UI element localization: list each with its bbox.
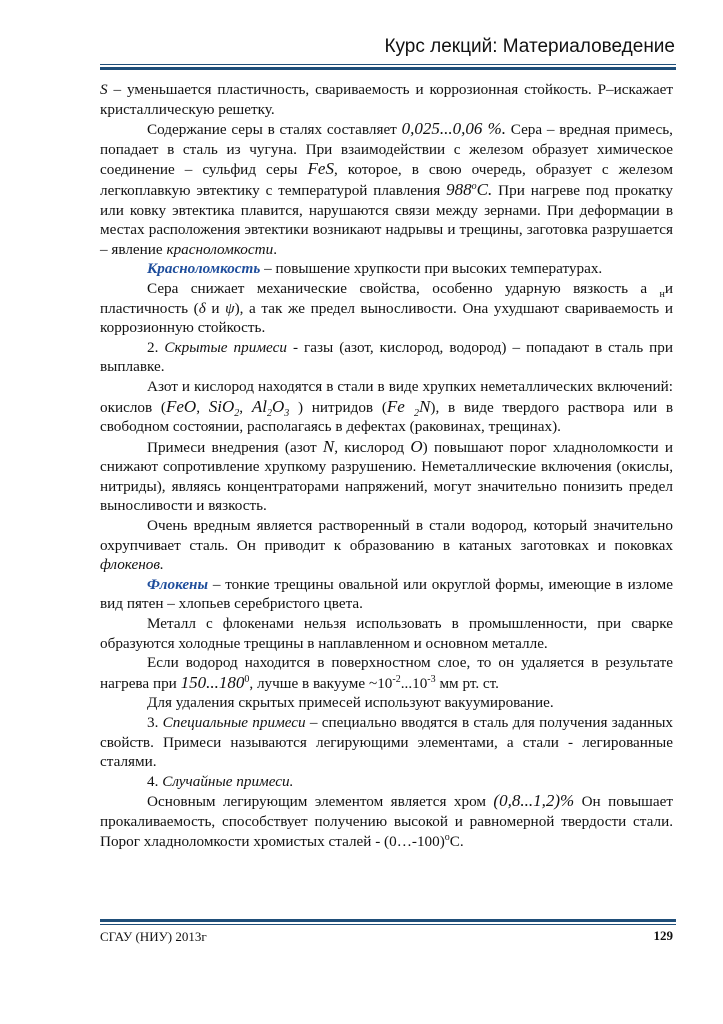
- formula-feo: FeO: [166, 396, 197, 416]
- text: 4.: [147, 772, 163, 790]
- formula-fe2n: Fe: [386, 396, 415, 416]
- text: и: [205, 299, 226, 317]
- subscript: 3: [284, 407, 290, 419]
- symbol-delta: δ: [198, 299, 206, 317]
- symbol-n: N: [322, 436, 335, 456]
- formula-al2o3-o: O: [271, 396, 285, 416]
- unit-c: C.: [449, 832, 464, 850]
- text: ...: [400, 674, 413, 692]
- text: Металл с флокенами нельзя использовать в промышленности, при сварке образуются холодные трещины в наплавленном и основном металле.: [100, 615, 673, 652]
- heading-random-impurities: Случайные примеси.: [162, 772, 294, 790]
- header-rule-thick: [100, 67, 676, 70]
- text: Сера снижает механические свойства, особенно ударную вязкость а: [147, 279, 660, 297]
- page-number: 129: [653, 928, 673, 943]
- paragraph-chromium: [100, 791, 673, 851]
- formula-sio2: SiO: [208, 396, 235, 416]
- value-sulfur-percent: 0,025...0,06 %.: [401, 119, 506, 139]
- term-flakes: Флокены: [147, 575, 209, 593]
- paragraph-hydrogen-removal: [100, 653, 673, 693]
- paragraph-vacuum: [100, 693, 673, 713]
- text: Содержание серы в сталях составляет: [147, 121, 402, 139]
- text: Очень вредным является растворенный в стали водород, который значительно охрупчивает сталь. Он приводит к образованию в катаных заготовках и поковках: [100, 517, 673, 554]
- value-heating-temp: 150...180: [180, 672, 245, 692]
- tilde: ~: [368, 674, 378, 692]
- text: , которое, в свою очередь, образует с железом легкоплавкую эвтектику с температурой плавления: [100, 161, 673, 199]
- term-red-shortness-ref: красноломкости: [166, 240, 274, 258]
- value-chromium-percent: (0,8...1,2)%: [493, 791, 575, 811]
- text: ) повышают порог хладноломкости и снижают сопротивление хрупкому разрушению. Неметаллические включения (окислы, нитриды), являясь концентраторами напряжений, могут значительно понизить предел выносливости и вязкость.: [100, 438, 673, 515]
- paragraph-special-impurities: [100, 713, 673, 772]
- degree-sign: 0: [244, 673, 250, 685]
- text: 2.: [147, 338, 165, 356]
- text: – повышение хрупкости при высоких температурах.: [260, 260, 603, 278]
- text: мм рт. ст.: [435, 674, 499, 692]
- text: Он повышает прокаливаемость, способствует получению высокой и равномерной твердости стали. Порог хладноломкости хромистых сталей - (0…-100): [100, 793, 673, 850]
- exponent: -3: [427, 673, 436, 685]
- paragraph-flaked-metal: [100, 614, 673, 653]
- paragraph-definition-flakes: [100, 575, 673, 614]
- header-rule-thin: [100, 64, 676, 65]
- text: ) нитридов (: [289, 398, 387, 416]
- value-pressure-high: 10: [412, 674, 428, 692]
- text: , кислород: [334, 438, 411, 456]
- text: – специально вводятся в сталь для получения заданных свойств. Примеси называются легирующими элементами, а стали - легированные сталями.: [100, 714, 674, 771]
- page-header-title: Курс лекций: Материаловедение: [384, 36, 675, 57]
- text: – уменьшается пластичность, свариваемость и коррозионная стойкость. Р–искажает кристаллическую решетку.: [100, 81, 673, 118]
- text: 3.: [147, 714, 163, 731]
- footer-institution: СГАУ (НИУ) 2013г: [100, 929, 207, 944]
- formula-fe2n-n: N: [419, 396, 431, 416]
- paragraph-sulfur-properties: [100, 279, 673, 338]
- subscript: 2: [266, 407, 272, 419]
- footer-rule-thick: [100, 919, 676, 922]
- paragraph-definition-red-shortness: [100, 259, 673, 279]
- term-flakes-ref: флокенов.: [100, 556, 164, 574]
- page-body: [100, 80, 673, 851]
- paragraph-nitrogen-oxygen: [100, 377, 673, 437]
- exponent: -2: [392, 673, 401, 685]
- text: ), а так же предел выносливости. Она ухудшают свариваемость и коррозионную стойкость.: [100, 299, 673, 337]
- text: - газы (азот, кислород, водород) – попадают в сталь при выплавке.: [100, 338, 674, 376]
- text: .: [273, 240, 277, 258]
- unit-c: C.: [476, 179, 493, 199]
- symbol-o: O: [410, 436, 423, 456]
- subscript: 2: [234, 407, 240, 419]
- paragraph-hydrogen: [100, 516, 673, 575]
- footer-rule-thin: [100, 924, 676, 925]
- subscript-n: н: [659, 288, 665, 300]
- text: ), в виде твердого раствора или в свободном состоянии, располагаясь в дефектах (раковинах, трещинах).: [100, 398, 674, 436]
- text: При нагреве под прокатку или ковку эвтектика плавится, нарушаются связи между зернами. При деформации в местах расположения эвтектики возникают надрывы и трещины, заготовка разрушается – явление: [100, 181, 673, 258]
- formula-al2o3: Al: [251, 396, 267, 416]
- paragraph-interstitial-impurities: [100, 437, 673, 516]
- heading-hidden-impurities: Скрытые примеси: [164, 338, 287, 356]
- text: и пластичность (: [100, 279, 673, 317]
- paragraph-random-impurities: [100, 772, 673, 792]
- text: ,: [239, 398, 252, 416]
- text: ,: [196, 398, 209, 416]
- value-pressure-low: 10: [377, 674, 393, 692]
- formula-fes: FeS: [307, 159, 334, 179]
- text: Примеси внедрения (азот: [147, 438, 323, 456]
- symbol-psi: ψ: [225, 299, 235, 317]
- degree-sign: o: [471, 180, 477, 192]
- text: Для удаления скрытых примесей используют вакуумирование.: [147, 694, 554, 712]
- text: – тонкие трещины овальной или округлой формы, имеющие в изломе вид пятен – хлопьев серебристого цвета.: [100, 575, 673, 613]
- value-melting-temp: 988: [446, 179, 472, 199]
- text: Азот и кислород находятся в стали в виде хрупких неметаллических включений: окислов (: [100, 377, 673, 416]
- text: , лучше в вакууме: [249, 674, 369, 692]
- degree-sign: o: [444, 831, 450, 843]
- symbol-s: S: [100, 81, 108, 98]
- text: Сера – вредная примесь, попадает в сталь из чугуна. При взаимодействии с железом образует химическое соединение – сульфид серы: [100, 121, 673, 179]
- text: Основным легирующим элементом является хром: [147, 793, 494, 811]
- paragraph-sulfur-effect: [100, 80, 673, 119]
- heading-special-impurities: Специальные примеси: [162, 714, 306, 731]
- term-red-shortness: Красноломкость: [147, 260, 261, 278]
- paragraph-hidden-impurities: [100, 338, 673, 377]
- text: Если водород находится в поверхностном слое, то он удаляется в результате нагрева при: [100, 654, 673, 692]
- subscript: 2: [414, 407, 420, 419]
- paragraph-sulfur-content: [100, 119, 673, 259]
